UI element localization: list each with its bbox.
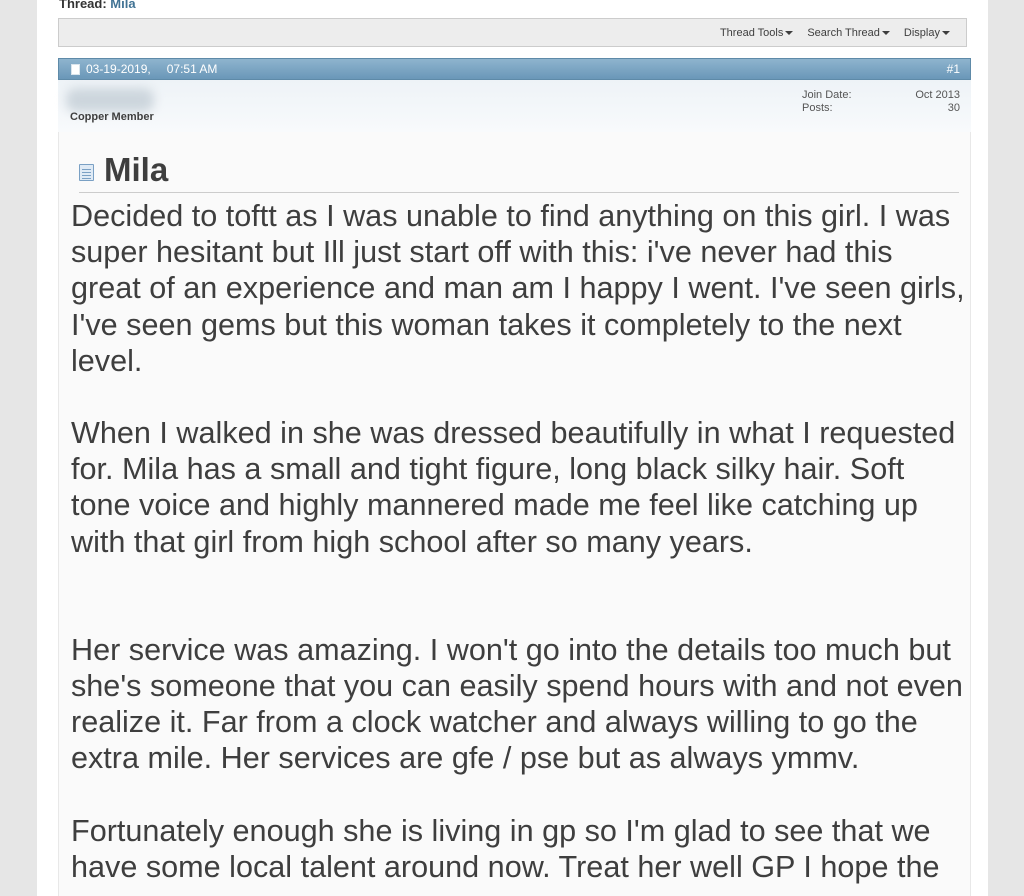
post-body [58, 132, 971, 896]
thread-toolbar [58, 18, 967, 47]
old-post-icon [71, 64, 80, 75]
post-message [71, 198, 966, 885]
post-header [58, 58, 971, 80]
join-date-row [802, 89, 960, 102]
thread-tools-label: Thread Tools [719, 26, 784, 39]
user-rank: Copper Member [70, 111, 154, 123]
display-label: Display [903, 26, 940, 39]
document-icon [79, 164, 94, 181]
thread-name-link[interactable]: Mila [110, 0, 136, 11]
post-date-text: 03-19-2019, [86, 62, 151, 76]
username-blurred[interactable] [66, 88, 154, 112]
posts-row [802, 102, 960, 115]
page [37, 0, 988, 896]
search-thread-menu[interactable] [807, 27, 890, 39]
chevron-down-icon [882, 31, 890, 35]
thread-label: Thread: [59, 0, 107, 11]
message-paragraph: When I walked in she was dressed beautifully in what I requested for. Mila has a small and tight figure, long black silky hair. Soft tone voice and highly mannered made me feel like catching up with that girl from high school after so many years. [71, 416, 956, 559]
post-date [71, 62, 217, 76]
thread-title [59, 0, 136, 11]
posts-label: Posts: [802, 102, 833, 114]
user-stats [802, 89, 960, 115]
message-paragraph: Her service was amazing. I won't go into the details too much but she's someone that you can easily spend hours with and not even realize it. Far from a clock watcher and always willing to go the extra mile. Her services are gfe / pse but as always ymmv. [71, 632, 963, 776]
message-paragraph: Fortunately enough she is living in gp so I'm glad to see that we have some local talent around now. Treat her well GP I hope the [71, 813, 940, 884]
user-info-bar [58, 80, 971, 132]
join-date-value: Oct 2013 [915, 89, 960, 101]
join-date-label: Join Date: [802, 89, 852, 101]
thread-tools-menu[interactable] [720, 27, 793, 39]
post-title-text: Mila [104, 151, 169, 188]
post-number-link[interactable]: #1 [946, 62, 960, 76]
post-time-text: 07:51 AM [166, 62, 218, 76]
post-title [79, 148, 959, 193]
chevron-down-icon [785, 31, 793, 35]
message-paragraph: Decided to toftt as I was unable to find anything on this girl. I was super hesitant but Ill just start off with this: i've never had this great of an experience and man am I happy I went. I've seen girls, I've seen gems but this woman takes it completely to the next level. [71, 199, 965, 378]
posts-value: 30 [947, 102, 960, 114]
display-menu[interactable] [904, 27, 950, 39]
search-thread-label: Search Thread [807, 26, 880, 39]
chevron-down-icon [942, 31, 950, 35]
